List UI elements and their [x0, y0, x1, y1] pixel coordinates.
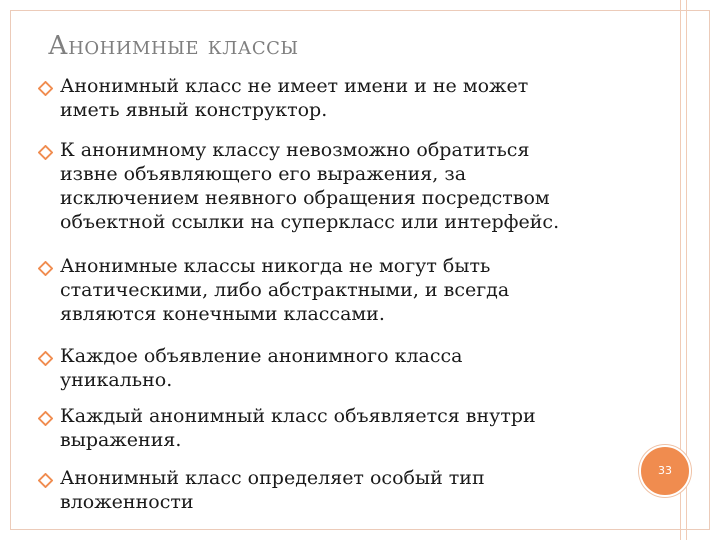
- bullet-line: К анонимному классу невозможно обратиться: [60, 139, 530, 161]
- bullet-text: [60, 344, 462, 392]
- bullet-text: [60, 254, 509, 326]
- hollow-diamond-icon: [38, 81, 53, 96]
- bullet-line: иметь явный конструктор.: [60, 99, 328, 121]
- bullet-line: исключением неявного обращения посредством: [60, 187, 550, 209]
- bullet-line: уникально.: [60, 369, 173, 391]
- bullet-text: [60, 74, 528, 122]
- bullet-line: извне объявляющего его выражения, за: [60, 163, 467, 185]
- bullet-line: Анонимный класс не имеет имени и не может: [60, 75, 529, 97]
- bullet-line: Каждое объявление анонимного класса: [60, 345, 463, 367]
- bullet-line: Каждый анонимный класс объявляется внутри: [60, 405, 536, 427]
- bullet-text: [60, 404, 536, 452]
- bullet-line: объектной ссылки на суперкласс или интерфейс.: [60, 211, 560, 233]
- bullet-line: Анонимные классы никогда не могут быть: [60, 255, 491, 277]
- hollow-diamond-icon: [38, 473, 53, 488]
- bullet-text: [60, 466, 485, 514]
- bullet-text: [60, 138, 559, 234]
- hollow-diamond-icon: [38, 145, 53, 160]
- hollow-diamond-icon: [38, 351, 53, 366]
- page-number-badge: 33: [639, 445, 691, 497]
- bullet-line: Анонимный класс определяет особый тип: [60, 467, 485, 489]
- bullet-line: вложенности: [60, 491, 194, 513]
- bullet-line: статическими, либо абстрактными, и всегда: [60, 279, 510, 301]
- bullet-line: являются конечными классами.: [60, 303, 385, 325]
- hollow-diamond-icon: [38, 261, 53, 276]
- slide-title: Анонимные классы: [48, 31, 299, 61]
- bullet-line: выражения.: [60, 429, 182, 451]
- hollow-diamond-icon: [38, 411, 53, 426]
